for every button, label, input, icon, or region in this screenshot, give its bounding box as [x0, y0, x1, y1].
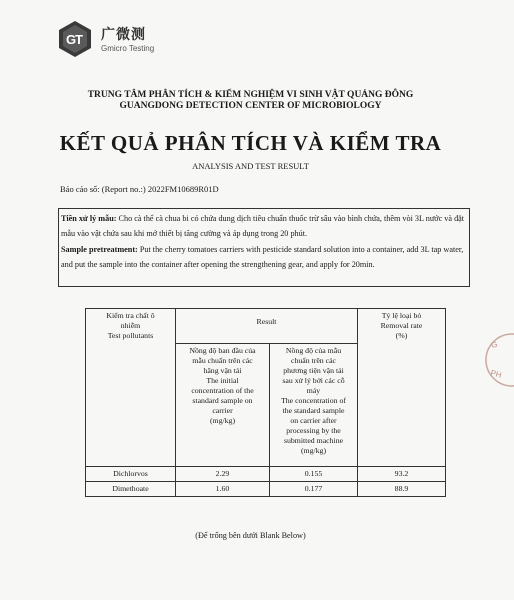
box-left-border	[58, 208, 59, 286]
document-title: KẾT QUẢ PHÂN TÍCH VÀ KIỂM TRA	[59, 131, 442, 155]
report-label: Báo cáo số: (Report no.:)	[60, 184, 146, 194]
row-initial: 2.29	[176, 466, 270, 481]
box-right-border	[469, 208, 470, 286]
header-pollutant: Kiểm tra chất ô nhiễm Test pollutants	[86, 309, 176, 467]
row-pollutant: Dichlorvos	[86, 466, 176, 481]
svg-text:PH: PH	[489, 368, 503, 380]
gt-logo-icon	[56, 20, 94, 58]
table-row	[86, 466, 446, 481]
row-pollutant: Dimethoate	[86, 481, 176, 496]
subheader-initial-concentration: Nồng độ ban đầu của mẫu chuẩn trên các hãng vận tải The initial concentration of the standard sample on carrier (mg/kg)	[176, 343, 270, 466]
box-bottom-border	[58, 286, 470, 287]
svg-text:G: G	[66, 32, 77, 47]
header-removal-rate: Tỷ lệ loại bỏ Removal rate (%)	[358, 309, 446, 344]
pretreatment-section	[61, 211, 466, 273]
company-logo	[56, 20, 256, 60]
header-result: Result	[176, 309, 358, 344]
table-row	[86, 481, 446, 496]
svg-text:T: T	[75, 32, 83, 47]
report-number: 2022FM10689R01D	[147, 184, 219, 194]
pretreatment-text-en: Put the cherry tomatoes carriers with pesticide standard solution into a container, add 3L tap water, and put the sample into the container after opening the strengthening gear, and apply for 20min.	[61, 244, 464, 270]
row-removal: 93.2	[358, 466, 446, 481]
center-name-vietnamese: TRUNG TÂM PHÂN TÍCH & KIỂM NGHIỆM VI SINH VẬT QUẢNG ĐÔNG	[87, 90, 414, 100]
blank-below-note: (Để trống bên dưới Blank Below)	[195, 531, 306, 540]
box-top-border	[58, 208, 470, 209]
subheader-final-concentration: Nồng độ của mẫu chuẩn trên các phương tiện vận tải sau xử lý bởi các cỗ máy The concentration of the standard sample on carrier after processing by the submitted machine (mg/kg)	[270, 343, 358, 466]
removal-empty-cell	[358, 343, 446, 466]
pretreatment-label-vn: Tiền xử lý mẫu:	[61, 214, 117, 223]
table-header-row	[86, 309, 446, 344]
center-name-english: GUANGDONG DETECTION CENTER OF MICROBIOLOGY	[119, 101, 382, 111]
svg-text:G: G	[490, 339, 499, 350]
row-removal: 88.9	[358, 481, 446, 496]
seal-stamp	[484, 320, 514, 400]
report-number-line	[60, 184, 219, 194]
brand-chinese-name: 广微测	[101, 27, 146, 43]
row-final: 0.177	[270, 481, 358, 496]
row-final: 0.155	[270, 466, 358, 481]
document-subtitle: ANALYSIS AND TEST RESULT	[192, 161, 309, 171]
row-initial: 1.60	[176, 481, 270, 496]
pretreatment-label-en: Sample pretreatment:	[61, 244, 138, 254]
results-table	[85, 308, 446, 497]
pretreatment-text-vn: Cho cà thể cà chua bi có chứa dung dịch tiêu chuẩn thuốc trừ sâu vào bình chứa, thêm vòi 3L nước và đặt mẫu vào vật chứa sau khi mở thiết bị tăng cường và áp dụng trong 20 phút.	[61, 214, 465, 239]
brand-english-name: Gmicro Testing	[101, 44, 155, 53]
